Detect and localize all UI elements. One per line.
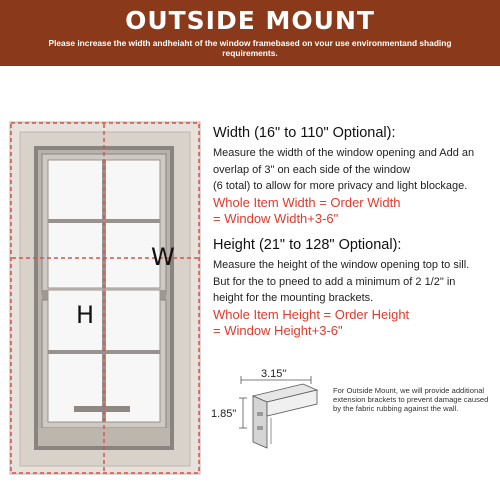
- width-desc-line: Measure the width of the window opening and Add an: [213, 147, 475, 159]
- window-drawing: [8, 120, 202, 476]
- header-banner: [0, 0, 500, 66]
- height-desc-line: Measure the height of the window opening top to sill.: [213, 259, 470, 271]
- height-section: [213, 237, 469, 340]
- bracket-drawing: [205, 368, 325, 478]
- bracket-note: For Outside Mount, we will provide additional extension brackets to prevent damage caused by the fabric rubbing against the wall.: [333, 386, 489, 413]
- height-formula-line: = Window Height+3-6": [213, 323, 343, 338]
- page-title: OUTSIDE MOUNT: [125, 6, 375, 35]
- width-section: [213, 125, 474, 228]
- bracket-hole: [257, 426, 263, 430]
- height-heading: Height (21" to 128" Optional):: [213, 237, 402, 253]
- height-desc-line: height for the mounting brackets.: [213, 292, 374, 304]
- bracket-detail: [205, 368, 495, 478]
- width-formula-line: = Window Width+3-6": [213, 211, 339, 226]
- bracket-height-dim: 1.85": [211, 408, 237, 420]
- height-formula-line: Whole Item Height = Order Height: [213, 306, 410, 322]
- width-heading: Width (16" to 110" Optional):: [213, 125, 396, 141]
- page-subtitle: Please increase the width andheiaht of the window framebased on vour use environmentand shading requirements.: [48, 38, 452, 58]
- width-desc-line: (6 total) to allow for more privacy and light blockage.: [213, 180, 468, 192]
- width-formula-line: Whole Item Width = Order Width: [213, 194, 401, 210]
- h-marker: H: [76, 301, 95, 329]
- window-handle: [74, 406, 130, 412]
- height-desc-line: But for the to pneed to add a minimum of 2 1/2" in: [213, 275, 456, 288]
- bracket-side: [253, 396, 267, 448]
- window-sill: [38, 428, 170, 446]
- bracket-width-dim: 3.15": [261, 368, 287, 380]
- bracket-hole: [257, 412, 263, 416]
- window-illustration: [8, 120, 202, 476]
- w-marker: W: [151, 243, 175, 271]
- width-desc-line: overlap of 3" on each side of the window: [213, 163, 411, 176]
